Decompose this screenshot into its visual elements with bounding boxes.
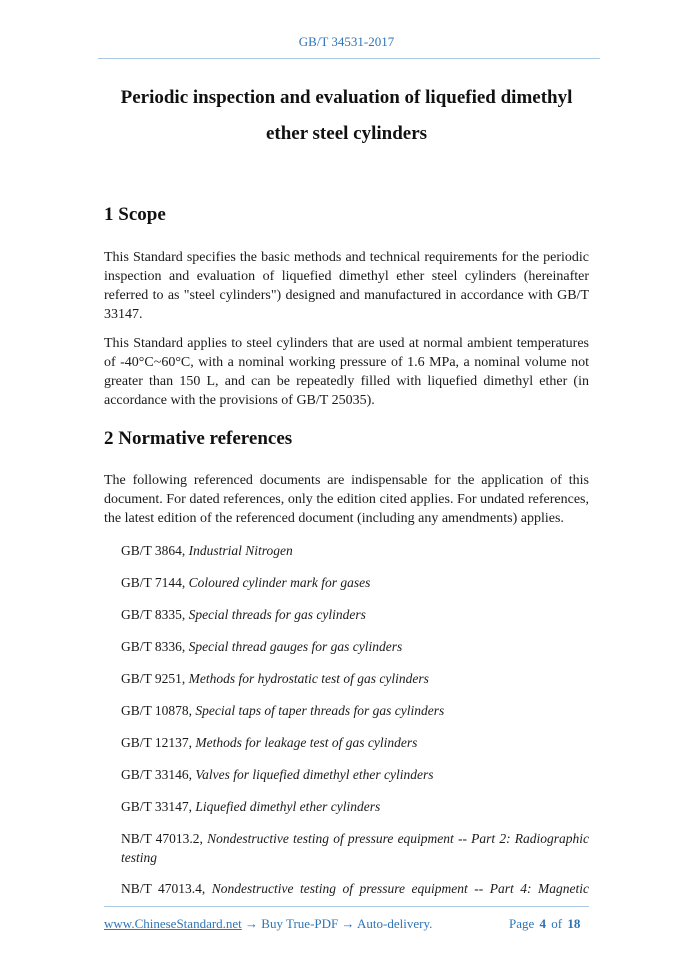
document-title-line-1: Periodic inspection and evaluation of liquefied dimethyl — [120, 87, 573, 108]
reference-item — [121, 637, 589, 656]
reference-item — [121, 733, 589, 752]
page-total: 18 — [567, 916, 581, 931]
reference-title: Methods for hydrostatic test of gas cylinders — [188, 671, 429, 686]
normative-references-intro: The following referenced documents are indispensable for the application of this document. For dated references, only the edition cited applies. For undated references, the latest edition of the referenced document (including any amendments) applies. — [104, 473, 589, 526]
reference-title: Coloured cylinder mark for gases — [188, 575, 371, 590]
reference-title: Methods for leakage test of gas cylinders — [195, 735, 418, 750]
reference-code: GB/T 9251, — [121, 671, 189, 686]
page-current: 4 — [539, 916, 547, 931]
arrow-right-icon: → — [341, 916, 355, 931]
footer-step-buy: Buy True-PDF — [258, 916, 342, 931]
reference-item — [121, 879, 589, 898]
scope-paragraph-2: This Standard applies to steel cylinders that are used at normal ambient temperatures of -40°C~60°C, with a nominal working pressure of 1.6 MPa, a nominal volume not greater than 150 L, and can be repeatedly filled with liquefied dimethyl ether (in accordance with the provisions of GB/T 25035). — [104, 336, 589, 408]
footer-step-delivery: Auto-delivery. — [354, 916, 433, 931]
header-divider — [98, 58, 600, 59]
reference-code: GB/T 8335, — [121, 607, 189, 622]
document-title — [0, 80, 693, 152]
reference-code: GB/T 33147, — [121, 799, 196, 814]
reference-title: Special taps of taper threads for gas cylinders — [195, 703, 445, 718]
document-title-line-2: ether steel cylinders — [265, 123, 428, 144]
reference-item — [121, 605, 589, 624]
reference-item — [121, 829, 589, 867]
page-indicator — [509, 916, 580, 932]
section-heading-normative-references: 2 Normative references — [104, 428, 293, 449]
arrow-right-icon: → — [245, 916, 259, 931]
reference-item — [121, 573, 589, 592]
reference-title: Special thread gauges for gas cylinders — [188, 639, 403, 654]
reference-title: Liquefied dimethyl ether cylinders — [195, 799, 381, 814]
reference-item — [121, 541, 589, 560]
reference-title: Valves for liquefied dimethyl ether cylinders — [195, 767, 434, 782]
standard-code-header: GB/T 34531-2017 — [298, 34, 395, 49]
footer-promo — [104, 916, 432, 932]
scope-paragraph-1: This Standard specifies the basic methods and technical requirements for the periodic inspection and evaluation of liquefied dimethyl ether steel cylinders (hereinafter referred to as "steel cylinders") designed and manufactured in accordance with GB/T 33147. — [104, 250, 589, 322]
reference-code: NB/T 47013.4, — [121, 881, 212, 896]
reference-code: GB/T 12137, — [121, 735, 196, 750]
chinesestandard-link[interactable]: www.ChineseStandard.net — [104, 916, 242, 931]
reference-code: GB/T 8336, — [121, 639, 189, 654]
page-label: Page — [509, 916, 535, 931]
section-heading-scope: 1 Scope — [104, 204, 166, 225]
reference-title: Nondestructive testing of pressure equipment -- Part 4: Magnetic — [211, 881, 589, 896]
footer-divider — [104, 906, 589, 907]
reference-title: Nondestructive testing of pressure equipment -- Part 2: Radiographic testing — [121, 831, 589, 865]
reference-title: Special threads for gas cylinders — [188, 607, 366, 622]
reference-title: Industrial Nitrogen — [188, 543, 293, 558]
reference-item — [121, 669, 589, 688]
reference-item — [121, 797, 589, 816]
reference-code: GB/T 7144, — [121, 575, 189, 590]
reference-item — [121, 701, 589, 720]
reference-code: NB/T 47013.2, — [121, 831, 208, 846]
reference-code: GB/T 33146, — [121, 767, 196, 782]
of-label: of — [551, 916, 563, 931]
reference-code: GB/T 10878, — [121, 703, 196, 718]
reference-code: GB/T 3864, — [121, 543, 189, 558]
reference-item — [121, 765, 589, 784]
